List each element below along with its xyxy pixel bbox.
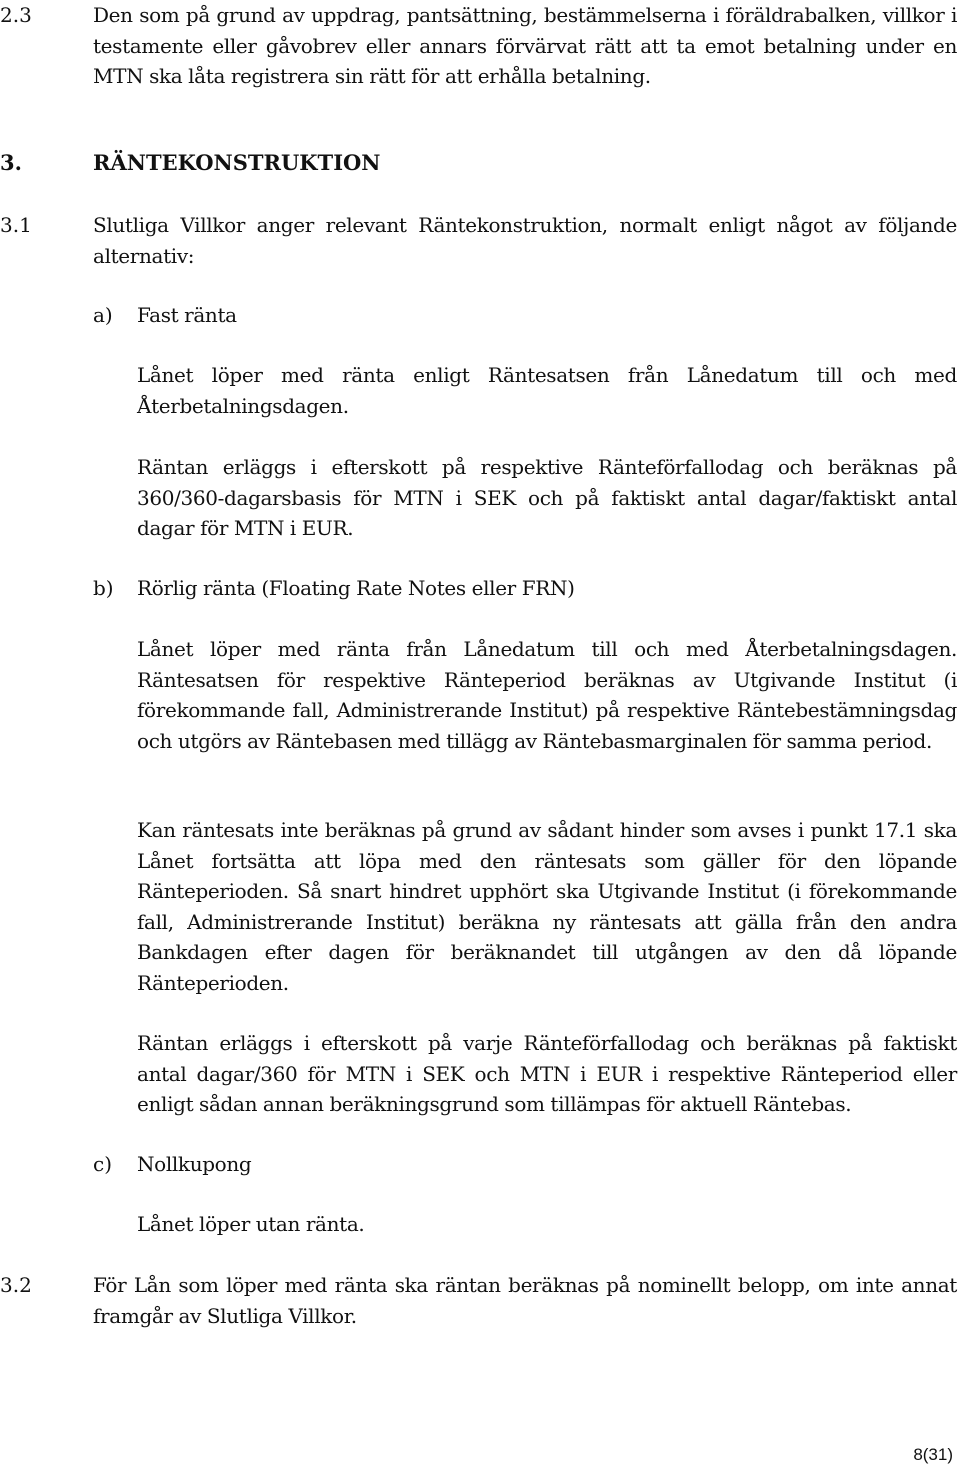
section-text: Slutliga Villkor anger relevant Räntekonstruktion, normalt enligt något av följande alternativ: — [93, 213, 957, 268]
item-letter: c) — [93, 1152, 113, 1176]
section-number: 3.2 — [0, 1273, 32, 1297]
heading-title: RÄNTEKONSTRUKTION — [93, 150, 381, 175]
paragraph: Räntan erläggs i efterskott på varje Ränteförfallodag och beräknas på faktiskt antal dagar/360 för MTN i SEK och MTN i EUR i respektive Ränteperiod eller enligt sådan annan beräkningsgrund som tillämpas för aktuell Räntebas. — [137, 1031, 957, 1116]
paragraph: Lånet löper med ränta enligt Räntesatsen från Lånedatum till och med Återbetalningsdagen. — [137, 363, 957, 418]
item-letter: a) — [93, 303, 113, 327]
section-text: Den som på grund av uppdrag, pantsättning, bestämmelserna i föräldrabalken, villkor i testamente eller gåvobrev eller annars förvärvat rätt att ta emot betalning under en MTN ska låta registrera sin rätt för att erhålla betalning. — [93, 3, 957, 88]
heading-number: 3. — [0, 150, 22, 175]
section-number: 3.1 — [0, 213, 32, 237]
section-number: 2.3 — [0, 3, 32, 27]
item-title: Nollkupong — [137, 1152, 252, 1176]
item-title: Rörlig ränta (Floating Rate Notes eller FRN) — [137, 576, 575, 600]
paragraph: Lånet löper med ränta från Lånedatum till och med Återbetalningsdagen. Räntesatsen för respektive Ränteperiod beräknas av Utgivande Institut (i förekommande fall, Administrerande Institut) på respektive Räntebestämningsdag och utgörs av Räntebasen med tillägg av Räntebasmarginalen för samma period. — [137, 637, 957, 753]
section-text: För Lån som löper med ränta ska räntan beräknas på nominellt belopp, om inte annat framgår av Slutliga Villkor. — [93, 1273, 957, 1328]
page-number: 8(31) — [913, 1445, 953, 1464]
item-letter: b) — [93, 576, 114, 600]
paragraph: Lånet löper utan ränta. — [137, 1212, 365, 1236]
paragraph: Räntan erläggs i efterskott på respektive Ränteförfallodag och beräknas på 360/360-dagarsbasis för MTN i SEK och på faktiskt antal dagar/faktiskt antal dagar för MTN i EUR. — [137, 455, 957, 540]
item-title: Fast ränta — [137, 303, 237, 327]
paragraph: Kan räntesats inte beräknas på grund av sådant hinder som avses i punkt 17.1 ska Lånet fortsätta att löpa med den räntesats som gäller för den löpande Ränteperioden. Så snart hindret upphört ska Utgivande Institut (i förekommande fall, Administrerande Institut) beräkna ny räntesats att gälla från den andra Bankdagen efter dagen för beräknandet till utgången av den då löpande Ränteperioden. — [137, 818, 957, 995]
